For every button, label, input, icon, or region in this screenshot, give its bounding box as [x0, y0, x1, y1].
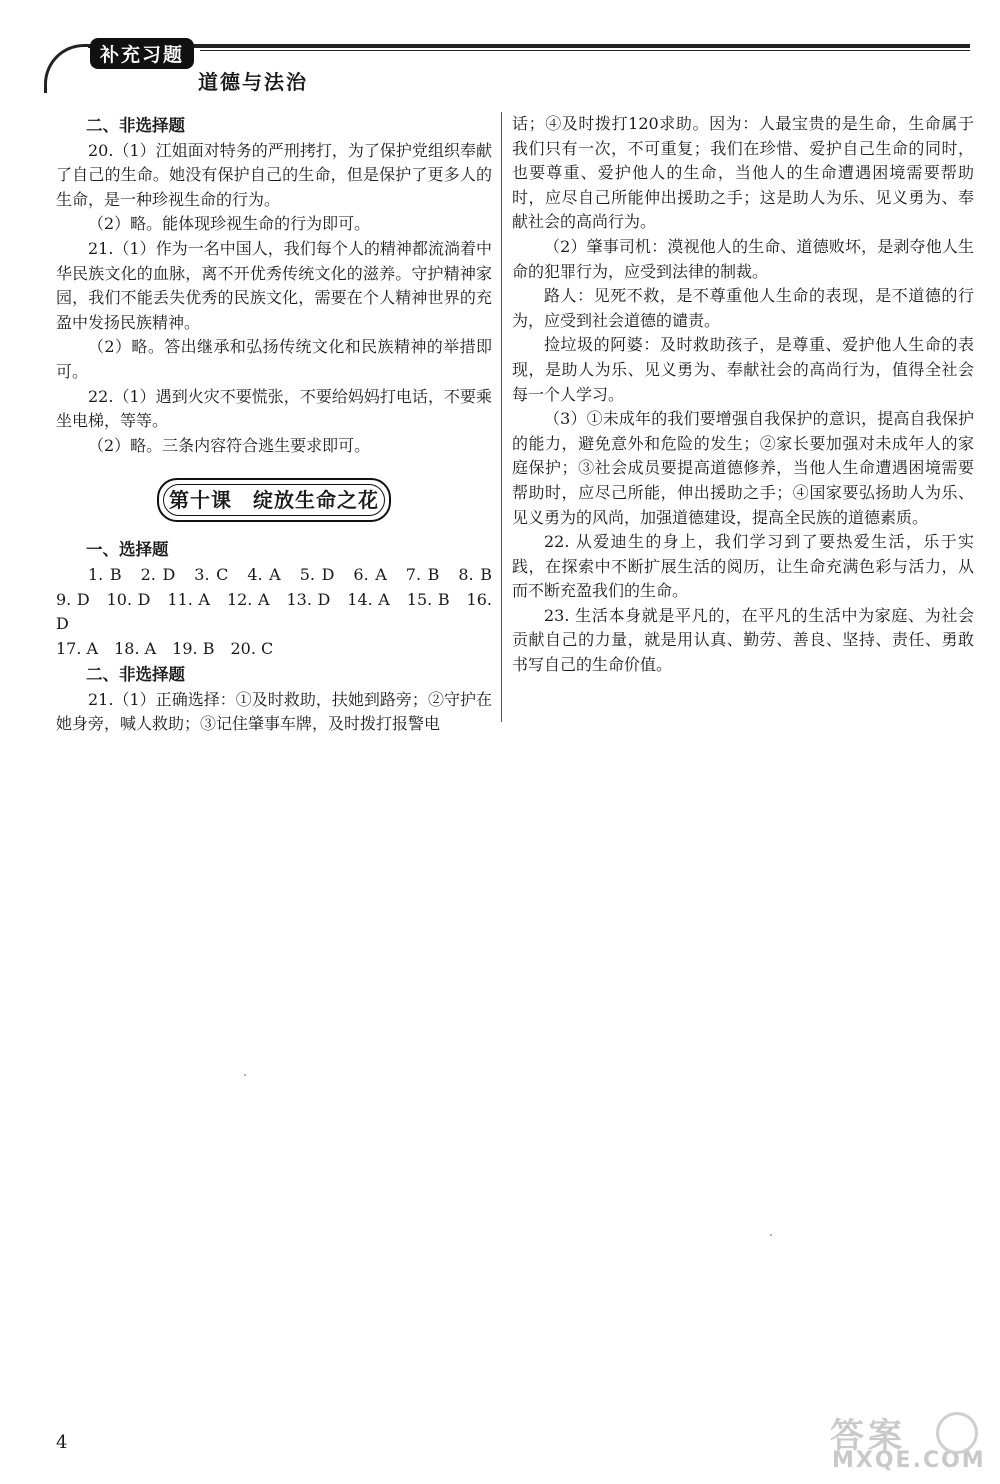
answer-paragraph: 22. 从爱迪生的身上，我们学习到了要热爱生活，乐于实践，在探索中不断扩展生活的阅历，让生命充满色彩与活力，从而不断充盈我们的生命。	[512, 532, 974, 601]
answer-paragraph: 23. 生活本身就是平凡的，在平凡的生活中为家庭、为社会贡献自己的力量，就是用认真、勤劳、善良、坚持、责任、勇敢书写自己的生命价值。	[512, 605, 974, 675]
choice-answers-row: 17. A 18. A 19. B 20. C	[56, 638, 274, 658]
subject-title: 道德与法治	[198, 70, 308, 94]
answer-paragraph: 22.（1）遇到火灾不要慌张，不要给妈妈打电话，不要乘坐电梯，等等。	[56, 386, 492, 431]
answer-paragraph: （2）略。能体现珍视生命的行为即可。	[88, 214, 371, 234]
choice-answers-row: 9. D 10. D 11. A 12. A 13. D 14. A 15. B 16. D	[56, 589, 492, 634]
left-column	[56, 112, 492, 737]
answer-paragraph: （2）略。答出继承和弘扬传统文化和民族精神的举措即可。	[56, 337, 492, 381]
answer-paragraph: 话；④及时拨打120求助。因为：人最宝贵的是生命，生命属于我们只有一次，不可重复；我们在珍惜、爱护自己生命的同时，也要尊重、爱护他人的生命，当他人的生命遭遇困境需要帮助时，应尽自己所能伸出援助之手；这是助人为乐、见义勇为、奉献社会的高尚行为。	[512, 114, 974, 232]
section-heading-nonchoice: 二、非选择题	[86, 116, 185, 135]
watermark-text-cn: 答案	[830, 1416, 906, 1456]
answer-paragraph: （2）肇事司机：漠视他人的生命、道德败坏，是剥夺他人生命的犯罪行为，应受到法律的制裁。	[512, 236, 974, 281]
answer-paragraph: （2）略。三条内容符合逃生要求即可。	[88, 435, 371, 455]
header-rule	[88, 44, 970, 48]
speck	[244, 1074, 246, 1076]
answer-paragraph: 21.（1）作为一名中国人，我们每个人的精神都流淌着中华民族文化的血脉，离不开优秀传统文化的滋养。守护精神家园，我们不能丢失优秀的民族文化，需要在个人精神世界的充盈中发扬民族精神。	[56, 238, 492, 332]
answer-paragraph: 21.（1）正确选择：①及时救助，扶她到路旁；②守护在她身旁，喊人救助；③记住肇事车牌，及时拨打报警电	[56, 689, 492, 734]
watermark-text-en: MXQE.COM	[832, 1448, 986, 1473]
header-rule-thin	[200, 50, 970, 51]
lesson-title-box	[157, 478, 391, 522]
lesson-title: 第十课 绽放生命之花	[169, 488, 379, 513]
answer-paragraph: 捡垃圾的阿婆：及时救助孩子，是尊重、爱护他人生命的表现，是助人为乐、见义勇为、奉献社会的高尚行为，值得全社会每一个人学习。	[512, 335, 974, 404]
section-heading-choice: 一、选择题	[86, 540, 169, 560]
header-badge: 补充习题	[90, 38, 194, 69]
answer-paragraph: （3）①未成年的我们要增强自我保护的意识，提高自我保护的能力，避免意外和危险的发生；②家长要加强对未成年人的家庭保护；③社会成员要提高道德修养，当他人生命遭遇困境需要帮助时，应尽己所能，伸出援助之手；④国家要弘扬助人为乐、见义勇为的风尚，加强道德建设，提高全民族的道德素质。	[512, 409, 974, 527]
right-column	[512, 112, 974, 678]
choice-answers-row: 1. B 2. D 3. C 4. A 5. D 6. A 7. B 8. B	[88, 564, 492, 584]
answer-paragraph: 路人：见死不救，是不尊重他人生命的表现，是不道德的行为，应受到社会道德的谴责。	[512, 286, 974, 330]
watermark-logo	[812, 1408, 986, 1476]
section-heading-nonchoice: 二、非选择题	[86, 665, 185, 685]
page-number: 4	[56, 1432, 68, 1453]
header-curve-decoration	[44, 44, 95, 93]
speck	[770, 1234, 772, 1236]
watermark-circle-icon	[936, 1412, 978, 1454]
answer-paragraph: 20.（1）江姐面对特务的严刑拷打，为了保护党组织奉献了自己的生命。她没有保护自己的生命，但是保护了更多人的生命，是一种珍视生命的行为。	[56, 140, 492, 209]
column-divider	[501, 112, 502, 722]
